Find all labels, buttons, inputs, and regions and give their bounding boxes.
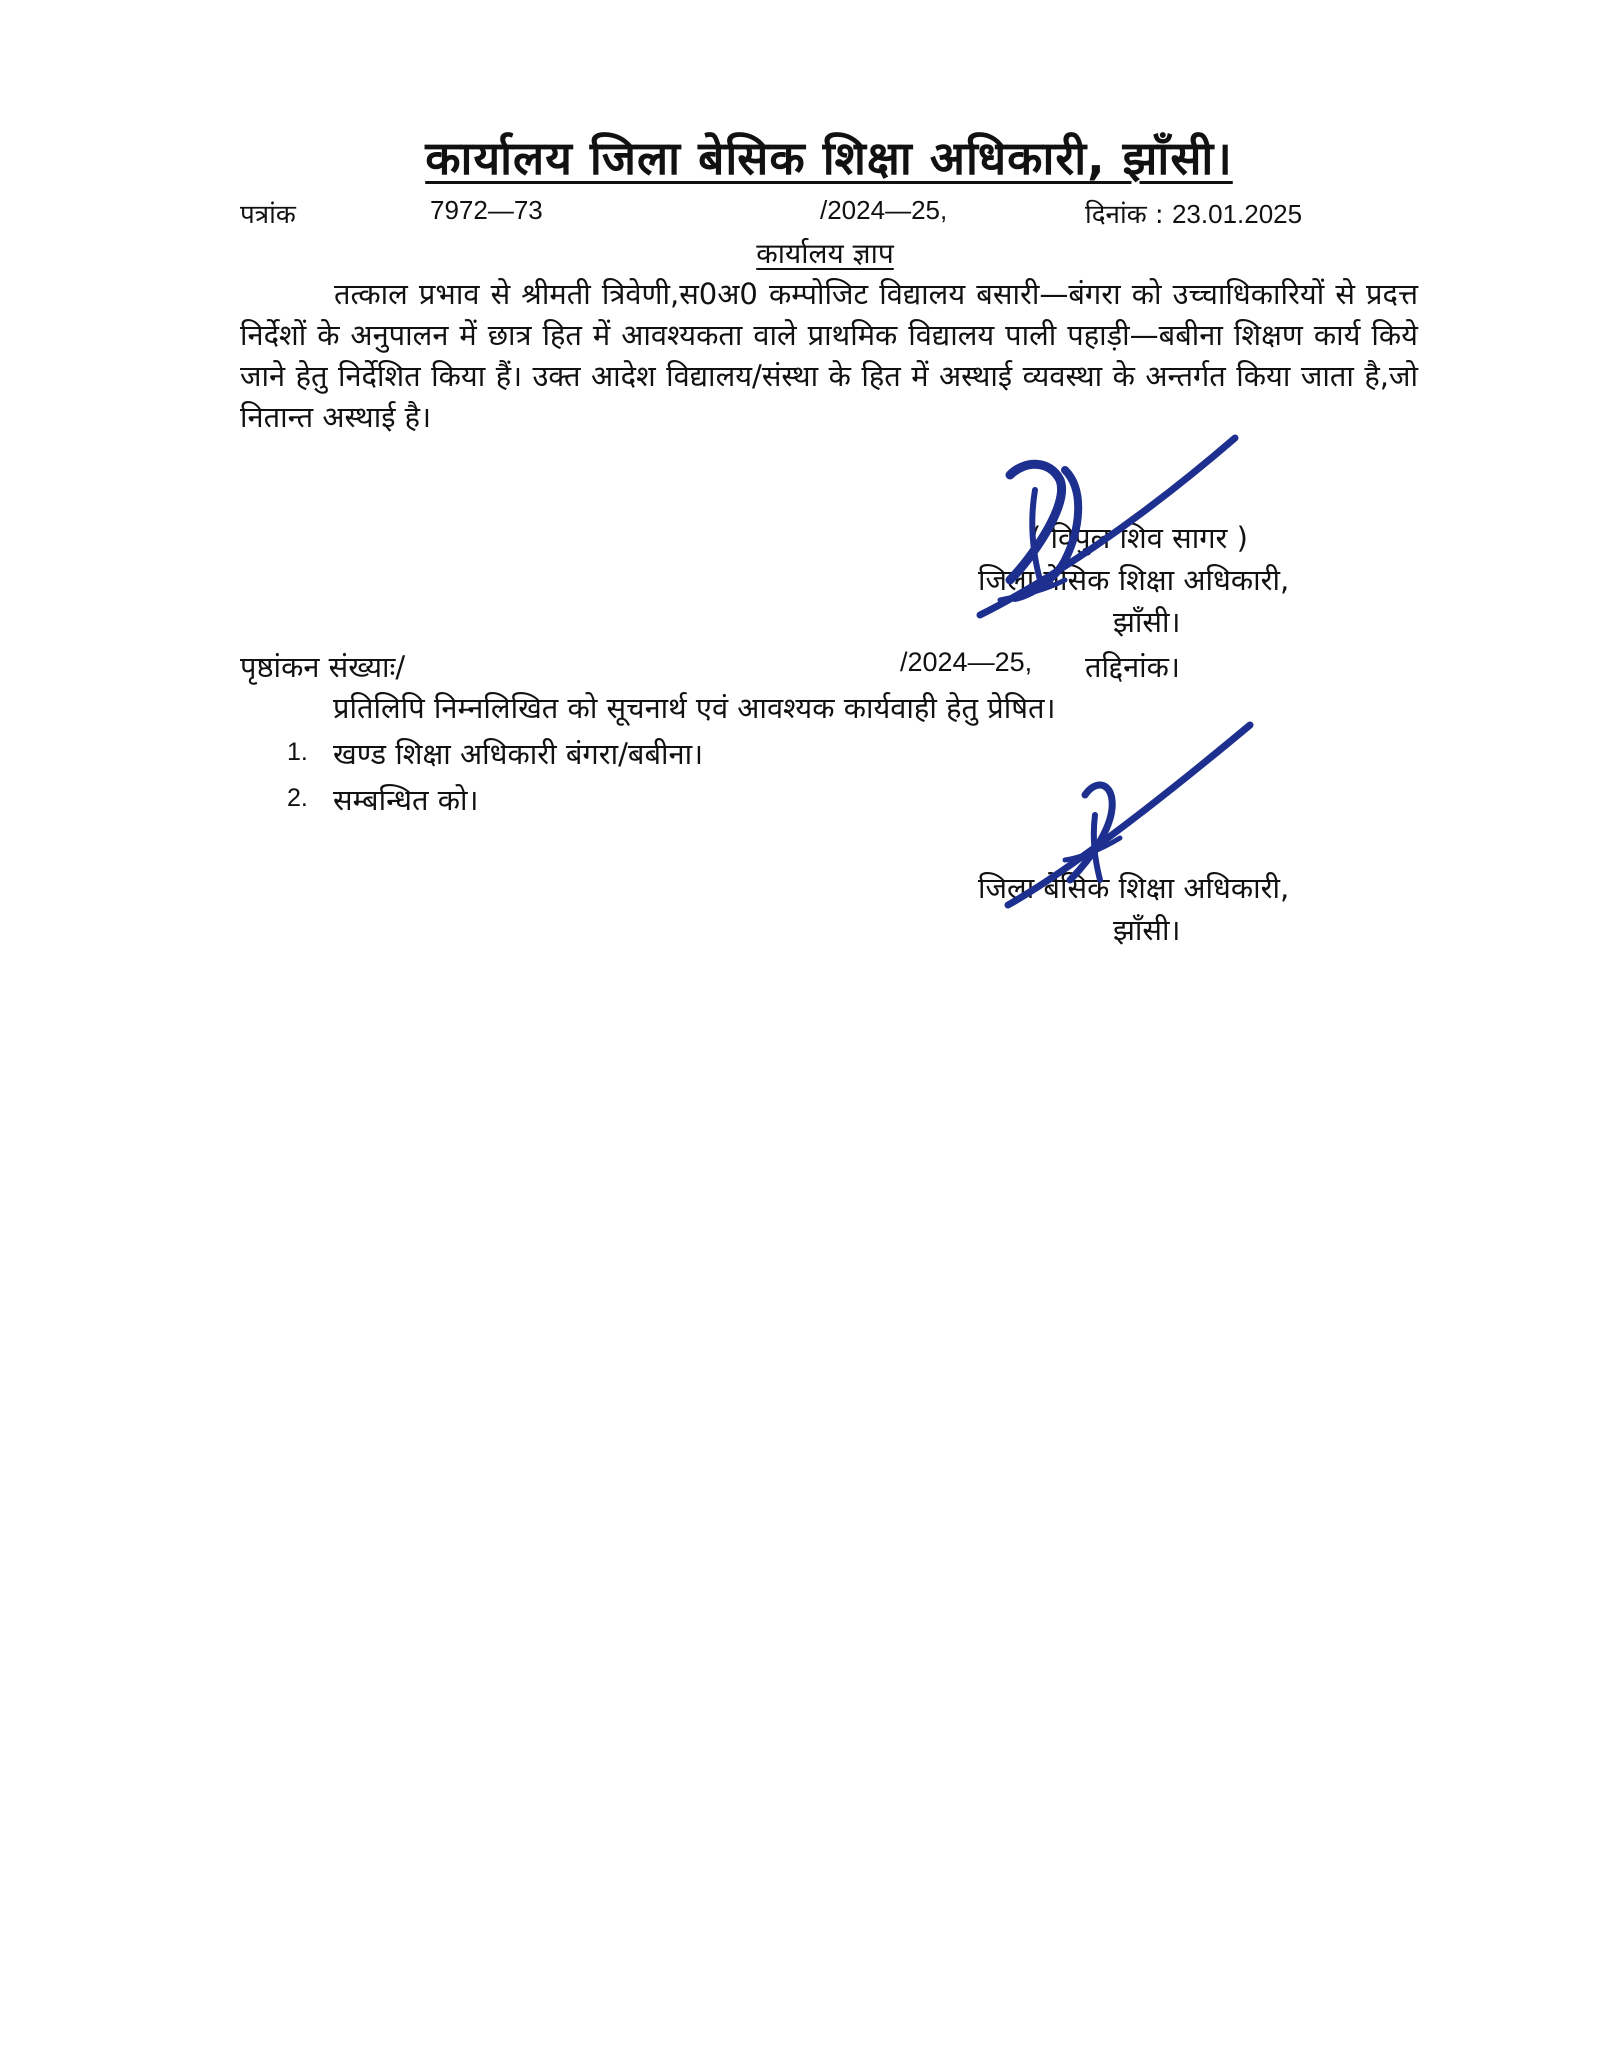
signature-2-image — [1000, 720, 1260, 910]
date-label: दिनांक : — [1085, 200, 1164, 230]
memo-heading: कार्यालय ज्ञाप — [756, 237, 894, 270]
copy-item-number: 2. — [287, 784, 308, 812]
signatory-1-designation: जिला बेसिक शिक्षा अधिकारी, — [978, 563, 1290, 597]
copy-item-text: सम्बन्धित को। — [333, 783, 479, 817]
endorsement-label: पृष्ठांकन संख्याः/ — [240, 650, 406, 684]
office-title: कार्यालय जिला बेसिक शिक्षा अधिकारी, झाँसी। — [425, 131, 1233, 185]
patrank-year: /2024—25, — [820, 195, 948, 225]
signatory-2-place: झाँसी। — [1113, 913, 1181, 947]
memo-body: तत्काल प्रभाव से श्रीमती त्रिवेणी,स0अ0 कम्पोजिट विद्यालय बसारी—बंगरा को उच्चाधिकारियों से प्रदत्त निर्देशों के अनुपालन में छात्र हित में आवश्यकता वाले प्राथमिक विद्यालय पाली पहाड़ी—बबीना शिक्षण कार्य किये जाने हेतु निर्देशित किया हैं। उक्त आदेश विद्यालय/संस्था के हित में अस्थाई व्यवस्था के अन्तर्गत किया जाता है,जो नितान्त अस्थाई है। — [240, 277, 1418, 434]
signatory-1-place: झाँसी। — [1113, 605, 1181, 639]
signatory-1-name: ( विपुल शिव सागर ) — [1030, 521, 1248, 555]
signature-1-image — [970, 430, 1250, 630]
signatory-2-designation: जिला बेसिक शिक्षा अधिकारी, — [978, 871, 1290, 905]
endorsement-date: तद्दिनांक। — [1085, 650, 1180, 684]
patrank-number: 7972—73 — [430, 195, 543, 225]
copy-intro: प्रतिलिपि निम्नलिखित को सूचनार्थ एवं आवश्यक कार्यवाही हेतु प्रेषित। — [333, 691, 1056, 725]
endorsement-year: /2024—25, — [900, 647, 1033, 677]
date-value: 23.01.2025 — [1171, 199, 1303, 229]
patrank-label: पत्रांक — [240, 200, 296, 230]
date-block — [1085, 195, 1302, 231]
copy-item-text: खण्ड शिक्षा अधिकारी बंगरा/बबीना। — [333, 737, 704, 771]
copy-item-number: 1. — [287, 738, 308, 766]
